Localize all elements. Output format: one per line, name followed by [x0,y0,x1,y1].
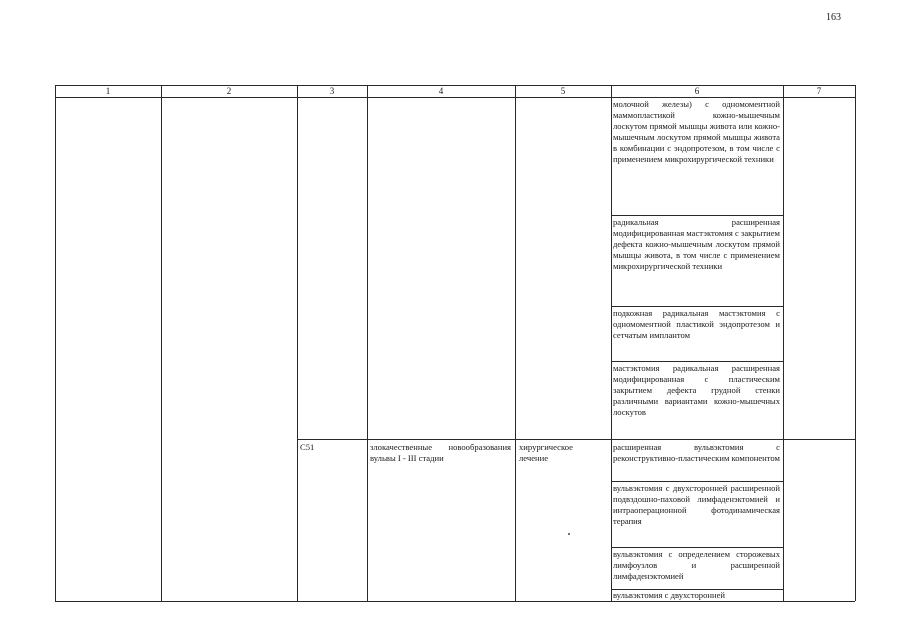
procedure-divider [611,547,783,548]
column-header: 1 [105,86,111,96]
procedure-divider [611,481,783,482]
table-border-right [855,85,856,601]
treatment-type: хирургическое лечение [519,442,573,464]
column-header: 5 [560,86,566,96]
procedure-divider [611,361,783,362]
procedure-text: мастэктомия радикальная расширенная модифицированная с пластическим закрытием дефекта грудной стенки различными вариантами кожно-мышечных лоскутов [613,363,780,418]
column-header: 7 [816,86,822,96]
procedure-text: расширенная вульвэктомия с реконструктивно-пластическим компонентом [613,442,780,464]
diagnosis-code: C51 [300,442,315,452]
procedure-text: вульвэктомия с определением сторожевых лимфоузлов и расширенной лимфаденэктомией [613,549,780,582]
column-divider-7 [783,85,784,601]
column-header: 2 [226,86,232,96]
procedure-text: вульвэктомия с двухсторонней [613,590,726,600]
table-border-bottom [55,601,855,602]
header-row-divider [55,97,855,98]
column-header: 6 [694,86,700,96]
column-divider-3 [297,85,298,601]
column-divider-6 [611,85,612,601]
row-divider-c51 [297,439,855,440]
diagnosis-text: злокачественные новообразования вульвы I - III стадии [370,442,511,464]
procedure-divider [611,215,783,216]
procedure-text: подкожная радикальная мастэктомия с одномоментной пластикой эндопротезом и сетчатым имплантом [613,308,780,341]
page-number: 163 [826,12,841,23]
column-header: 4 [438,86,444,96]
table-border-left [55,85,56,601]
procedure-text: вульвэктомия с двухсторонней расширенной подвздошно-паховой лимфаденэктомией и интраоперационной фотодинамическая терапия [613,483,780,527]
column-divider-2 [161,85,162,601]
procedure-text: молочной железы) с одномоментной маммопластикой кожно-мышечным лоскутом прямой мышцы живота или кожно-мышечным лоскутом прямой мышцы живота в комбинации с эндопротезом, в том числе с применением микрохирургической техники [613,99,780,165]
procedure-divider [611,306,783,307]
procedure-text: радикальная расширенная модифицированная мастэктомия с закрытием дефекта кожно-мышечным лоскутом прямой мышцы живота, в том числе с применением микрохирургической техники [613,217,780,272]
column-divider-4 [367,85,368,601]
column-header: 3 [329,86,335,96]
procedures-table [55,85,855,601]
column-divider-5 [515,85,516,601]
scan-speck [568,533,570,535]
